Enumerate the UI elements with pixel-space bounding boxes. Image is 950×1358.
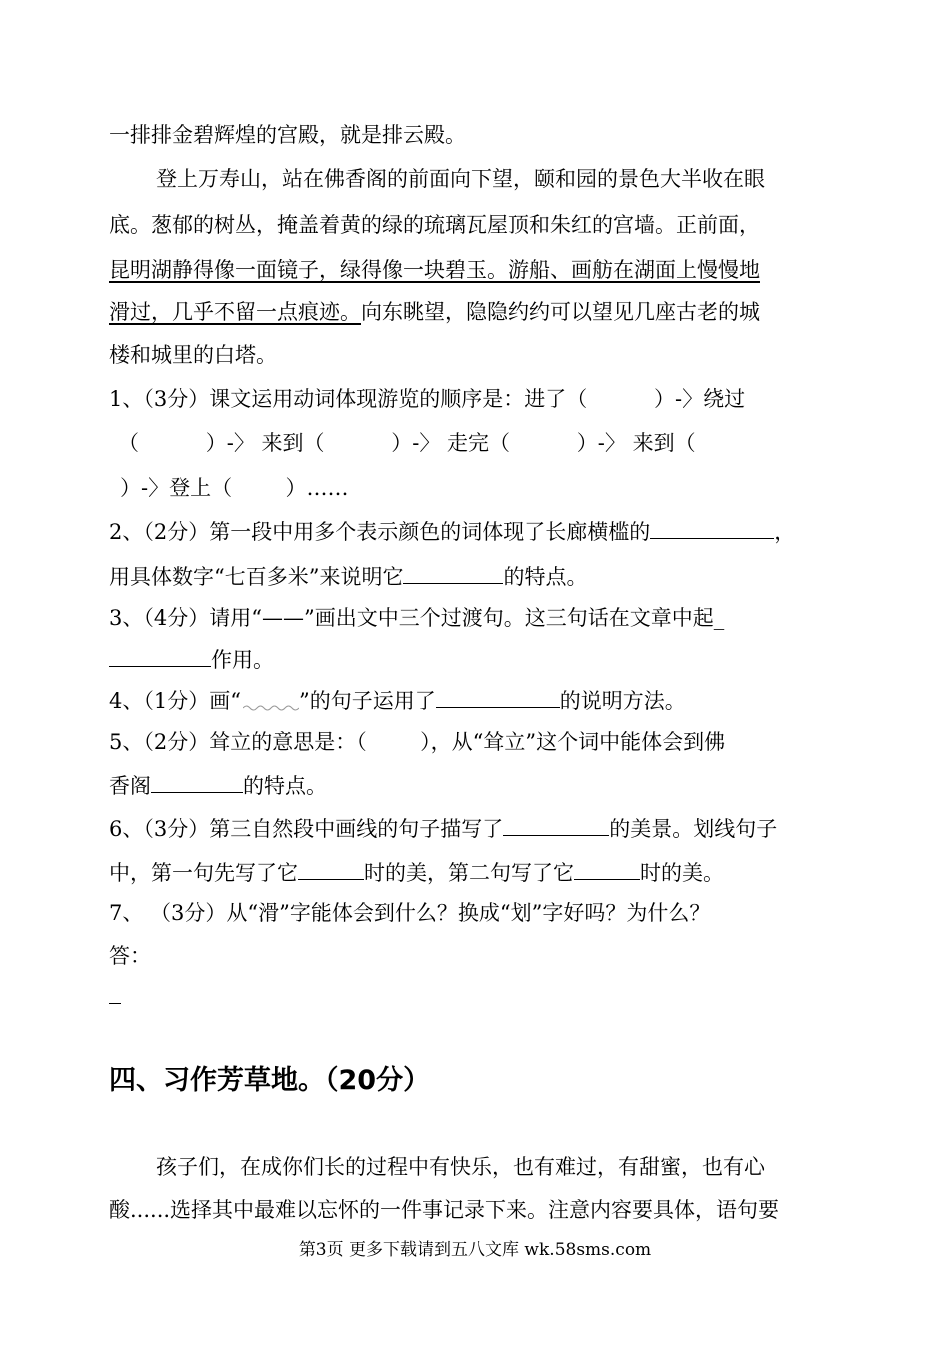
- question-text: 用具体数字“七百多米”来说明它: [109, 565, 404, 589]
- underlined-sentence: 昆明湖静得像一面镜子，绿得像一块碧玉。游船、画舫在湖面上慢慢地: [109, 258, 760, 282]
- underlined-sentence: 滑过，几乎不留一点痕迹。: [109, 300, 361, 324]
- answer-blank[interactable]: [574, 857, 640, 880]
- question-text: 的美景。划线句子: [609, 817, 778, 841]
- wavy-line-icon: [241, 688, 299, 708]
- prompt-line: 孩子们，在成你们长的过程中有快乐，也有难过，有甜蜜，也有心: [156, 1155, 765, 1179]
- question-1: 1、（3分）课文运用动词体现游览的顺序是：进了（ ）-〉绕过: [109, 387, 746, 411]
- question-text: 香阁: [109, 774, 151, 798]
- question-6: [109, 857, 724, 888]
- question-6: [109, 813, 777, 844]
- passage-line: 登上万寿山，站在佛香阁的前面向下望，颐和园的景色大半收在眼: [156, 167, 765, 191]
- answer-blank[interactable]: [503, 813, 609, 836]
- passage-text: 向东眺望，隐隐约约可以望见几座古老的城: [361, 300, 760, 324]
- question-text: 的特点。: [503, 565, 588, 589]
- question-text: 2、（2分）第一段中用多个表示颜色的词体现了长廊横槛的: [109, 520, 651, 544]
- section-heading: 四、习作芳草地。（20分）: [109, 1065, 431, 1096]
- question-1-blanks: ）-〉登上（ ）……: [120, 476, 349, 500]
- page-footer: 第3页 更多下载请到五八文库 wk.58sms.com: [298, 1240, 652, 1260]
- answer-blank[interactable]: [403, 561, 503, 584]
- passage-line: 底。葱郁的树丛，掩盖着黄的绿的琉璃瓦屋顶和朱红的宫墙。正前面，: [109, 213, 760, 237]
- question-5: 5、（2分）耸立的意思是：（ ），从“耸立”这个词中能体会到佛: [109, 730, 726, 754]
- question-text: 时的美。: [640, 861, 724, 885]
- question-text: ”的句子运用了: [298, 689, 436, 713]
- question-1-blanks: （ ）-〉 来到（ ）-〉 走完（ ）-〉 来到（: [118, 431, 696, 455]
- question-3: [109, 644, 274, 675]
- question-text: 的特点。: [243, 774, 327, 798]
- answer-blank[interactable]: [298, 857, 364, 880]
- passage-line: 一排排金碧辉煌的宫殿，就是排云殿。: [109, 123, 466, 147]
- question-text: 作用。: [211, 648, 274, 672]
- question-text: ，: [774, 520, 796, 544]
- question-text: 的说明方法。: [559, 689, 686, 713]
- question-5: [109, 770, 327, 801]
- question-2: [109, 561, 587, 592]
- answer-blank[interactable]: [109, 644, 211, 667]
- question-text: 6、（3分）第三自然段中画线的句子描写了: [109, 817, 504, 841]
- question-3: 3、（4分）请用“——”画出文中三个过渡句。这三句话在文章中起_: [109, 606, 725, 630]
- question-text: 时的美，第二句写了它: [364, 861, 574, 885]
- passage-line: 楼和城里的白塔。: [109, 343, 277, 367]
- question-4: [109, 685, 686, 716]
- answer-blank[interactable]: [650, 516, 774, 539]
- answer-blank[interactable]: [151, 770, 243, 793]
- answer-label: 答：: [109, 944, 151, 968]
- question-7: 7、 （3分）从“滑”字能体会到什么？换成“划”字好吗？为什么？: [109, 901, 711, 925]
- question-text: 4、（1分）画“: [109, 689, 241, 713]
- passage-line: [109, 297, 760, 327]
- answer-blank[interactable]: [436, 685, 560, 708]
- answer-line[interactable]: [109, 1003, 121, 1004]
- prompt-line: 酸......选择其中最难以忘怀的一件事记录下来。注意内容要具体，语句要: [109, 1198, 780, 1222]
- question-2: [109, 516, 795, 547]
- question-text: 中，第一句先写了它: [109, 861, 298, 885]
